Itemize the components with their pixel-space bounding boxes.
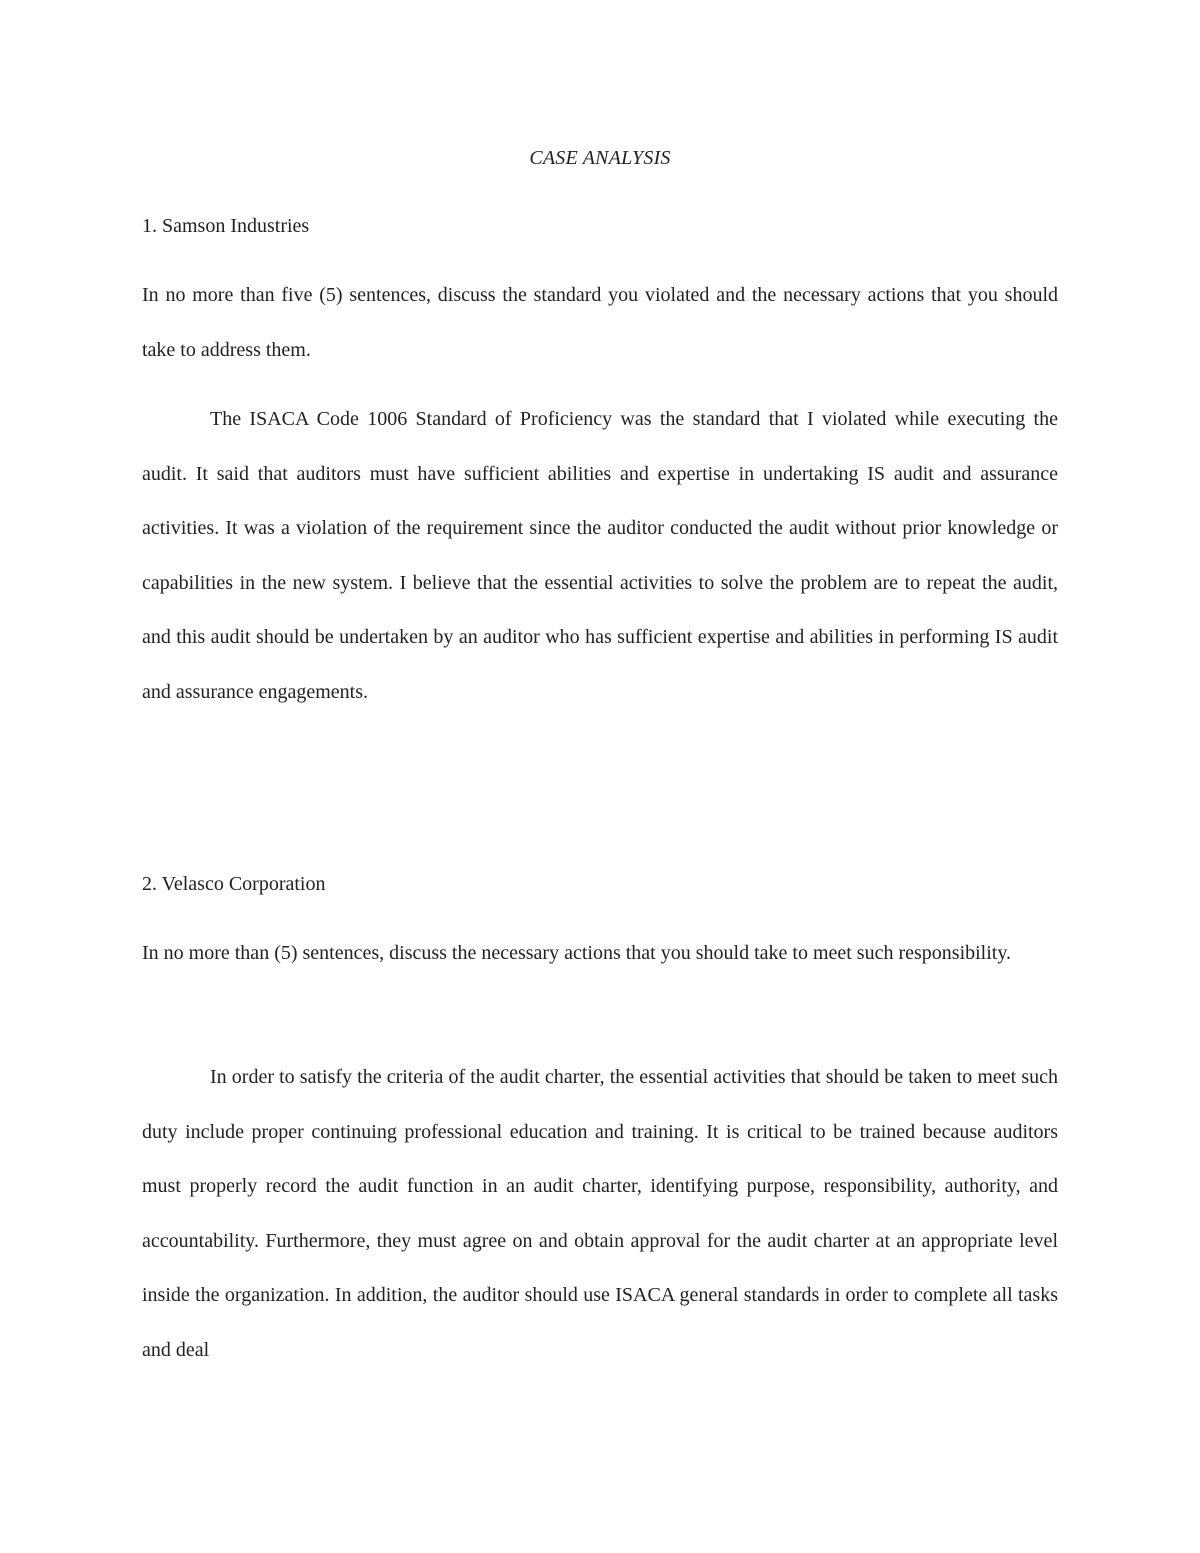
section-heading: 1. Samson Industries	[142, 215, 310, 237]
section-answer: The ISACA Code 1006 Standard of Proficiency was the standard that I violated while executing the audit. It said that auditors must have sufficient abilities and expertise in undertaking IS audit and assurance activities. It was a violation of the requirement since the auditor conducted the audit without prior knowledge or capabilities in the new system. I believe that the essential activities to solve the problem are to repeat the audit, and this audit should be undertaken by an auditor who has sufficient expertise and abilities in performing IS audit and assurance engagements.	[142, 408, 1058, 703]
document-title: CASE ANALYSIS	[529, 147, 671, 169]
section-prompt: In no more than five (5) sentences, discuss the standard you violated and the necessary actions that you should take to address them.	[142, 284, 1058, 361]
section-heading: 2. Velasco Corporation	[142, 873, 326, 895]
section-answer: In order to satisfy the criteria of the audit charter, the essential activities that should be taken to meet such duty include proper continuing professional education and training. It is critical to be trained because auditors must properly record the audit function in an audit charter, identifying purpose, responsibility, authority, and accountability. Furthermore, they must agree on and obtain approval for the audit charter at an appropriate level inside the organization. In addition, the auditor should use ISACA general standards in order to complete all tasks and deal	[142, 1066, 1058, 1361]
section-prompt: In no more than (5) sentences, discuss the necessary actions that you should take to meet such responsibility.	[142, 942, 1012, 964]
